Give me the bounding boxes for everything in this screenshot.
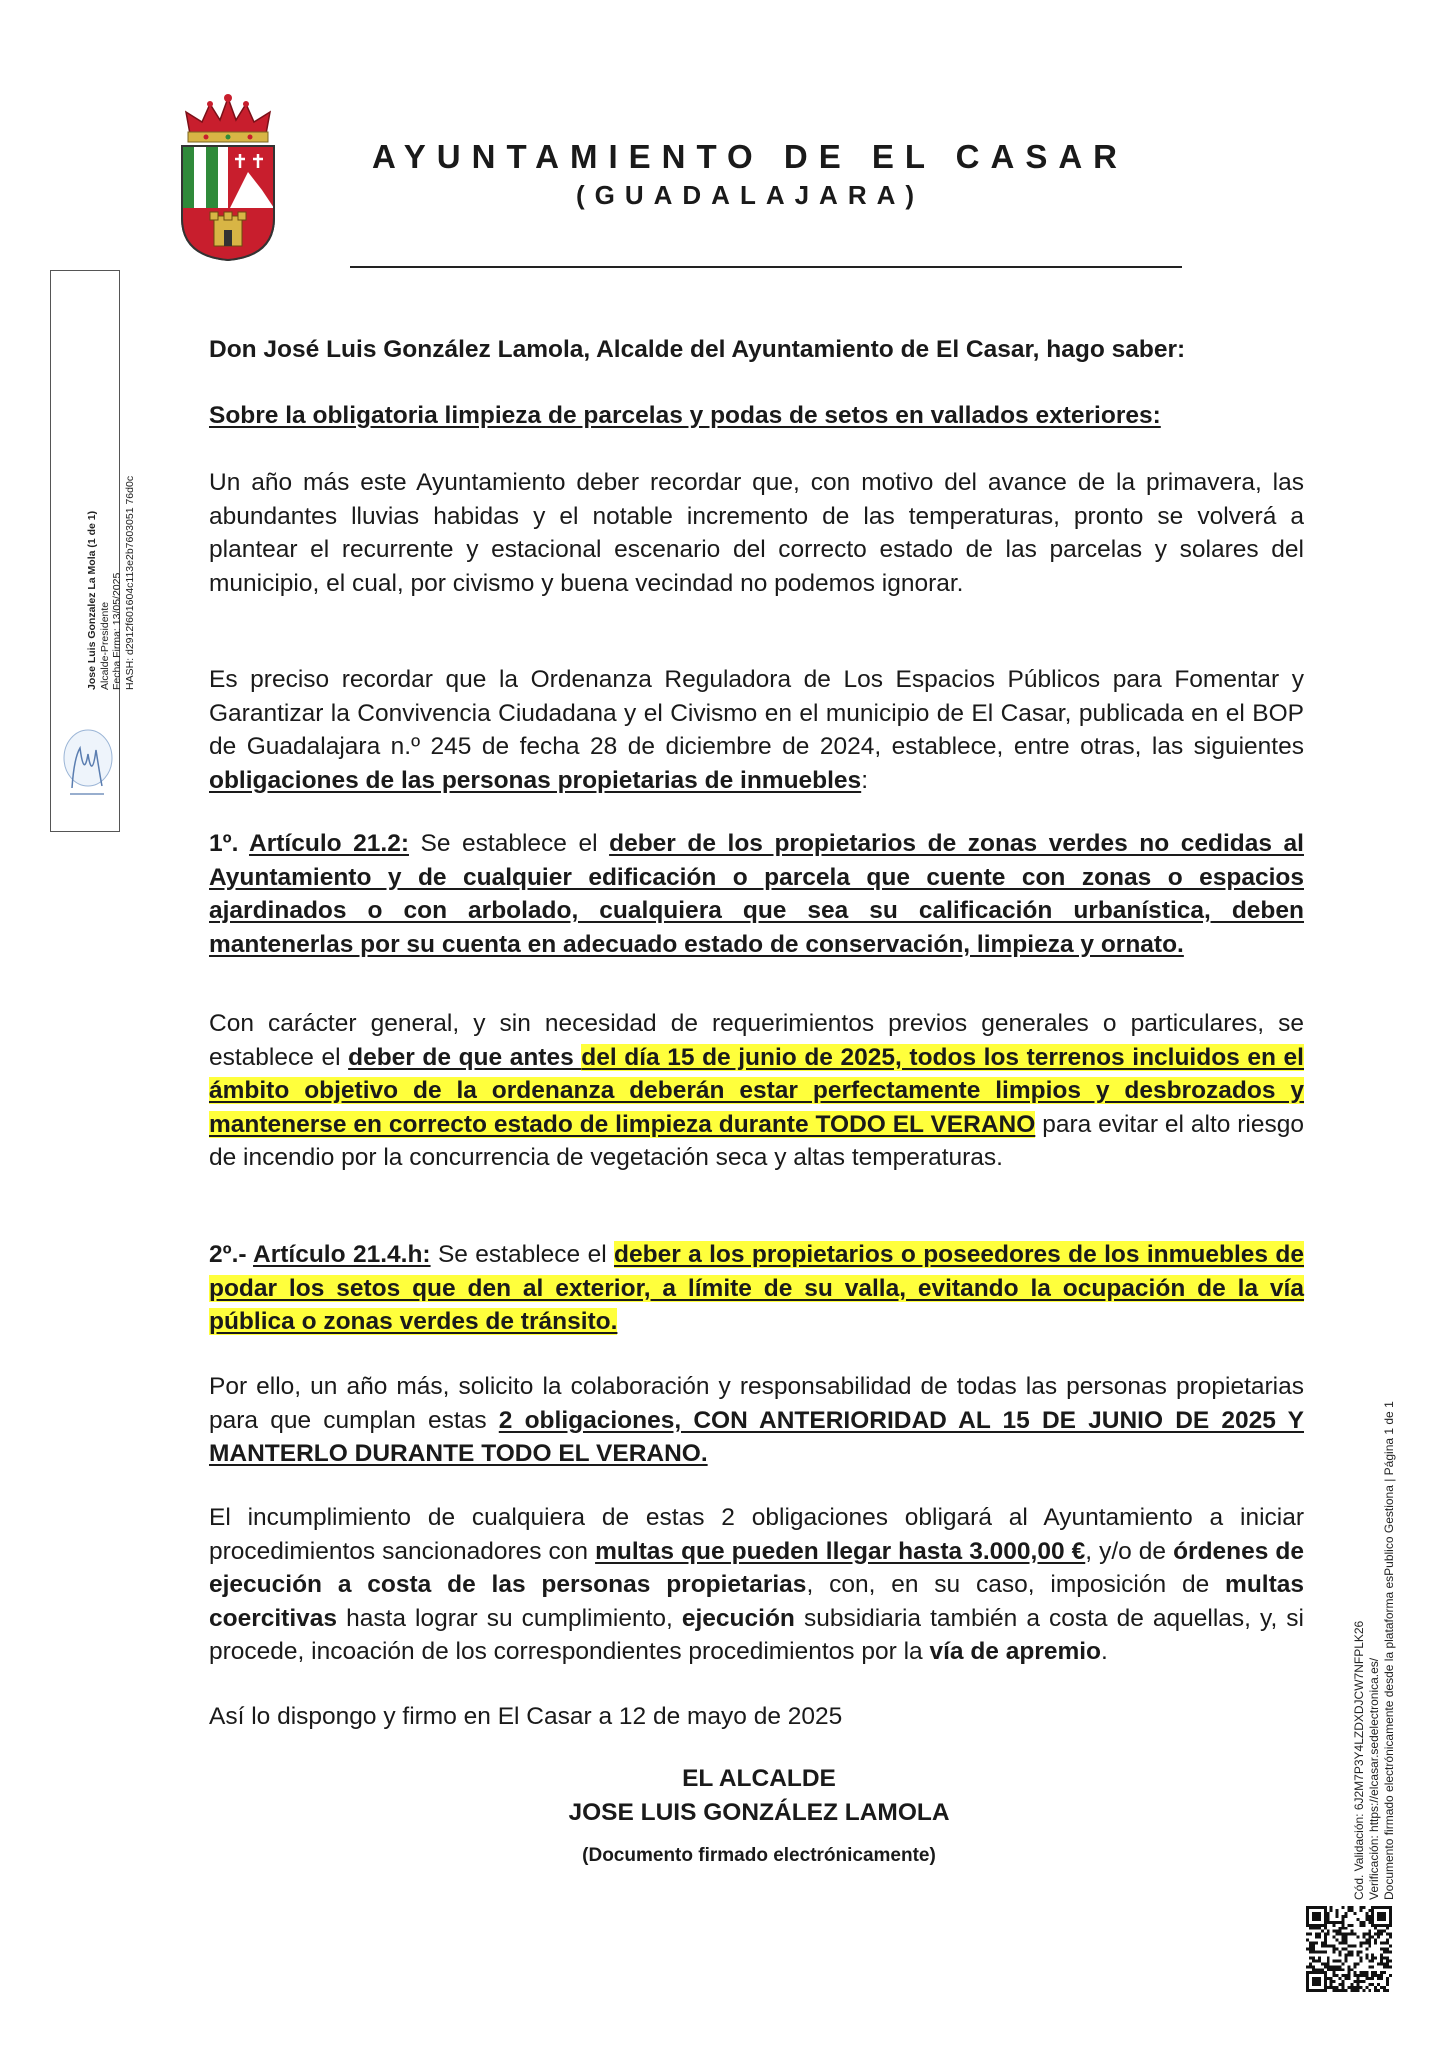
paragraph-3 bbox=[209, 1370, 1304, 1471]
signature-hash: HASH: d2912f601604c113e2b7603051 76d0c bbox=[123, 475, 136, 690]
p4-g: hasta lograr su cumplimiento, bbox=[337, 1604, 682, 1632]
verification-url: Verificación: https://elcasar.sedelectronica.es/ bbox=[1367, 1657, 1381, 1900]
article-1-detail-lead: Con carácter general, y sin necesidad de requerimientos previos generales o particulares, se establece el bbox=[209, 1010, 1304, 1071]
paragraph-2 bbox=[209, 663, 1304, 797]
article-1-detail-bold: deber de que antes bbox=[348, 1043, 582, 1071]
closing-line bbox=[209, 1700, 1304, 1734]
paragraph-1-text: Un año más este Ayuntamiento deber recordar que, con motivo del avance de la primavera, las abundantes lluvias habidas y el notable incremento de las temperaturas, pronto se volverá a plantear el recurrente y estacional escenario del correcto estado de las parcelas y solares del municipio, el cual, por civismo y buena vecindad no podemos ignorar. bbox=[209, 469, 1304, 597]
paragraph-2-end: : bbox=[861, 766, 868, 794]
coat-of-arms-logo bbox=[176, 90, 280, 262]
p4-k: . bbox=[1101, 1638, 1108, 1665]
article-1-ref: Artículo 21.2: bbox=[249, 830, 409, 857]
platform-note: Documento firmado electrónicamente desde la plataforma esPublico Gestiona | Página 1 de 1 bbox=[1382, 1401, 1396, 1900]
signature-date: Fecha Firma: 13/05/2025 bbox=[111, 572, 123, 690]
qr-code-icon bbox=[1306, 1906, 1392, 1992]
verification-info bbox=[1352, 1280, 1397, 1900]
article-2-highlight: deber a los propietarios o poseedores de los inmuebles de podar los setos que den al exterior, a límite de su valla, evitando la ocupación de la vía pública o zonas verdes de tránsito. bbox=[209, 1241, 1304, 1335]
execution-orders: órdenes de ejecución a costa de las personas propietarias bbox=[209, 1537, 1304, 1598]
fine-amount: multas que pueden llegar hasta 3.000,00 € bbox=[595, 1537, 1086, 1565]
signer-line: Jose Luis Gonzalez La Mola (1 de 1) bbox=[86, 510, 98, 690]
article-1-detail-highlight: del día 15 de junio de 2025, todos los terrenos incluidos en el ámbito objetivo de la ordenanza deberán estar perfectamente limpios y desbrozados y mantenerse en correcto estado de limpieza durante TODO EL VERANO bbox=[209, 1043, 1304, 1138]
paragraph-3-text: Por ello, un año más, solicito la colaboración y responsabilidad de todas las personas propietarias para que cumplan estas bbox=[209, 1373, 1304, 1434]
signature-stamp-icon bbox=[58, 718, 114, 808]
p4-i: subsidiaria también a costa de aquellas, y, si procede, incoación de los correspondientes procedimientos por la bbox=[209, 1604, 1304, 1665]
closing-text: Así lo dispongo y firmo en El Casar a 12 de mayo de 2025 bbox=[209, 1703, 843, 1730]
p4-e: , con, en su caso, imposición de bbox=[806, 1571, 1226, 1598]
validation-code: Cód. Validación: 6J2M7P3Y4LZDXDJCW7NFPLK26 bbox=[1352, 1620, 1366, 1900]
execution: ejecución bbox=[681, 1604, 795, 1632]
intro-text: Don José Luis González Lamola, Alcalde del Ayuntamiento de El Casar, hago saber: bbox=[209, 336, 1186, 363]
subject-text: Sobre la obligatoria limpieza de parcelas y podas de setos en vallados exteriores: bbox=[209, 402, 1161, 429]
article-2-lead: Se establece el bbox=[430, 1241, 615, 1268]
article-1-detail bbox=[209, 1007, 1304, 1175]
signature-block bbox=[409, 1762, 1109, 1873]
paragraph-4 bbox=[209, 1501, 1304, 1669]
article-2-number: 2º.- bbox=[209, 1241, 254, 1268]
article-1 bbox=[209, 827, 1304, 961]
signer-name: JOSE LUIS GONZÁLEZ LAMOLA bbox=[568, 1798, 950, 1826]
signature-info bbox=[86, 290, 136, 690]
paragraph-2-bold: obligaciones de las personas propietarias de inmuebles bbox=[209, 766, 862, 794]
article-1-text: deber de los propietarios de zonas verdes no cedidas al Ayuntamiento y de cualquier edificación o parcela que cuente con zonas o espacios ajardinados o con arbolado, cualquiera que sea su calificación urbanística, deben mantenerlas por su cuenta en adecuado estado de conservación, limpieza y ornato. bbox=[209, 830, 1304, 958]
enforcement: vía de apremio bbox=[929, 1638, 1102, 1665]
signature-note: (Documento firmado electrónicamente) bbox=[582, 1845, 936, 1866]
article-2-ref: Artículo 21.4.h: bbox=[253, 1241, 431, 1268]
subject-line bbox=[209, 399, 1304, 433]
paragraph-2-text: Es preciso recordar que la Ordenanza Reguladora de Los Espacios Públicos para Fomentar y Garantizar la Convivencia Ciudadana y el Civismo en el municipio de El Casar, publicada en el BOP de Guadalajara n.º 245 de fecha 28 de diciembre de 2024, establece, entre otras, las siguientes bbox=[209, 666, 1304, 760]
signer-title: EL ALCALDE bbox=[682, 1765, 836, 1792]
intro-line bbox=[209, 333, 1304, 367]
signer-role: Alcalde-Presidente bbox=[98, 601, 111, 690]
article-1-number: 1º. bbox=[209, 830, 250, 857]
p4-a: El incumplimiento de cualquiera de estas 2 obligaciones obligará al Ayuntamiento a iniciar procedimientos sancionadores con bbox=[209, 1504, 1304, 1565]
article-1-lead: Se establece el bbox=[408, 830, 610, 857]
paragraph-3-bold: 2 obligaciones, CON ANTERIORIDAD AL 15 DE JUNIO DE 2025 Y MANTERLO DURANTE TODO EL VERANO. bbox=[209, 1406, 1304, 1467]
coercive-fines: multas coercitivas bbox=[209, 1571, 1304, 1632]
organization-name: AYUNTAMIENTO DE EL CASAR bbox=[371, 138, 1128, 175]
organization-province: (GUADALAJARA) bbox=[575, 180, 925, 210]
paragraph-1 bbox=[209, 466, 1304, 600]
article-1-detail-end: para evitar el alto riesgo de incendio por la concurrencia de vegetación seca y altas temperaturas. bbox=[209, 1110, 1305, 1171]
p4-c: , y/o de bbox=[1085, 1537, 1174, 1565]
header-divider bbox=[350, 266, 1182, 268]
article-2 bbox=[209, 1238, 1304, 1339]
